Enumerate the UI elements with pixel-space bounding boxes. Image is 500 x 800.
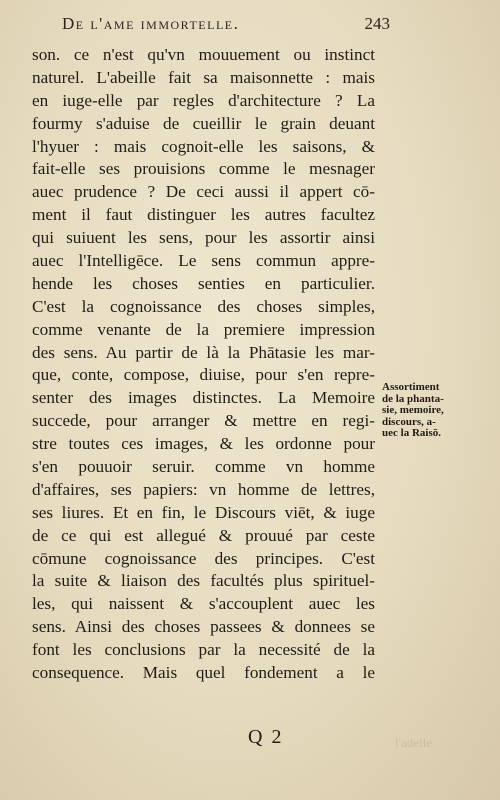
text-line: font les conclusions par la necessité de la [32,640,375,660]
text-line: qui suiuent les sens, pour les assortir ainsi [32,228,375,248]
show-through-text: l'adelle [395,735,432,750]
text-line: auec l'Intelligēce. Le sens commun appre- [32,251,375,271]
marginal-note-line: Assortiment [382,381,440,393]
marginal-note-line: discours, a- [382,415,436,428]
text-line: d'affaires, ses papiers: vn homme de lettres, [32,479,375,499]
body-text [32,44,375,685]
text-line: hende les choses senties en particulier. [32,273,375,293]
text-line: ment il faut distinguer les autres facultez [32,205,375,225]
text-line: s'en pouuoir seruir. comme vn homme [32,457,375,477]
text-line: l'hyuer : mais cognoit-elle les saisons, & [32,136,375,156]
marginal-note-line: de la phanta- [382,392,444,405]
text-line: fait-elle ses prouisions comme le mesnager [32,159,375,179]
text-line: de ce qui est allegué & prouué par ceste [32,525,375,545]
text-line: stre toutes ces images, & les ordonne pour [32,434,375,454]
running-title: De l'ame immortelle. [62,14,240,33]
text-line: les, qui naissent & s'accouplent auec les [32,594,375,614]
text-line: son. ce n'est qu'vn mouuement ou instinct [32,45,375,64]
marginal-note-line: uec la Raisō. [382,427,441,439]
text-line: que, conte, compose, diuise, pour s'en repre- [32,365,375,385]
signature-mark: Q 2 [248,726,284,748]
page-number: 243 [364,14,390,33]
text-line: en iuge-elle par regles d'architecture ? La [32,90,375,110]
text-line: auec prudence ? De ceci aussi il appert cō- [32,182,375,202]
text-line: comme venante de la premiere impression [32,319,375,339]
text-line: sens. Ainsi des choses passees & donnees se [32,617,375,637]
text-line: ses liures. Et en fin, le Discours viēt, & iuge [32,502,375,522]
text-line: senter des images distinctes. La Memoire [32,388,375,408]
text-line: C'est la cognoissance des choses simples, [32,296,375,316]
page-header [62,14,390,38]
text-line: fourmy s'aduise de cueillir le grain deuant [32,113,375,133]
text-line: cōmune cognoissance des principes. C'est [32,548,375,568]
text-line: naturel. L'abeille fait sa maisonnette : mais [32,67,375,87]
text-line: succede, pour arranger & mettre en regi- [32,411,375,431]
marginal-note [382,382,464,440]
text-line: la suite & liaison des facultés plus spirituel- [32,571,375,591]
text-line: consequence. Mais quel fondement a le [32,663,375,683]
marginal-note-line: sie, memoire, [382,404,444,416]
text-line: des sens. Au partir de là la Phātasie les mar- [32,342,375,362]
